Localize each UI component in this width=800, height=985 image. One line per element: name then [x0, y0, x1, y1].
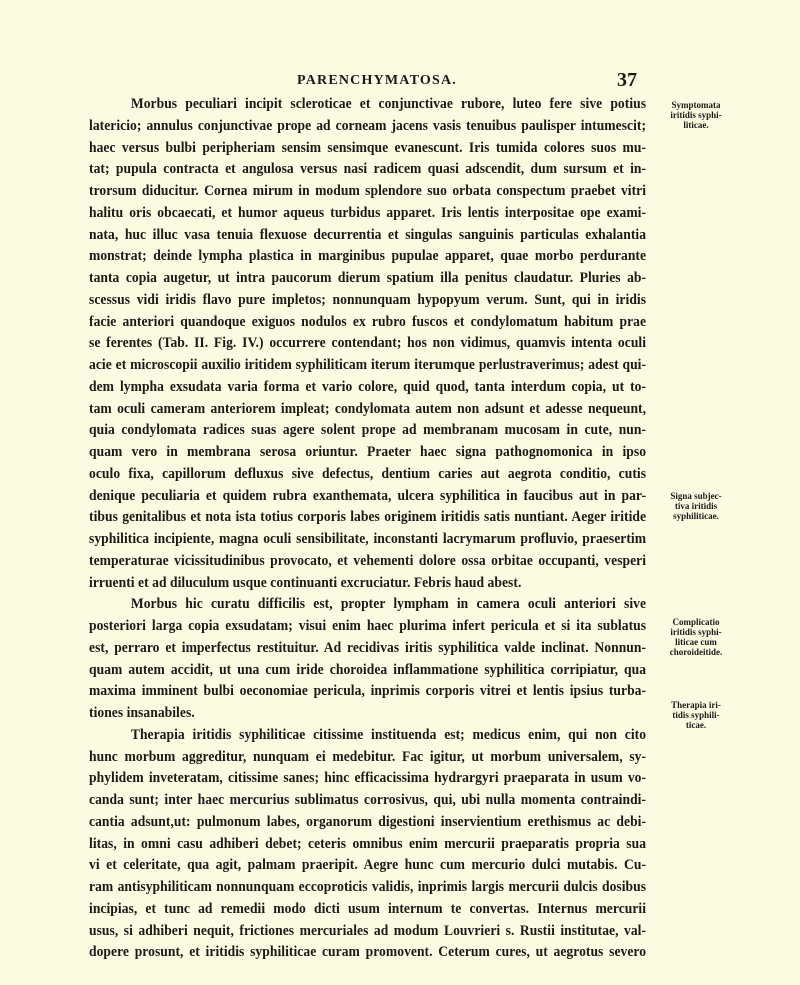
paragraph-1-line: Morbus peculiari incipit scleroticae et conjunctivae rubore, luteo fere sive potius: [130, 96, 647, 112]
sidenote-line: Complicatio: [672, 617, 720, 627]
text-line: nata, huc illuc vasa tenuia flexuose decurrentia et singulas sanguinis particulas exhalantia: [89, 226, 647, 243]
sidenote-line: Symptomata: [671, 100, 721, 110]
text-line: tiones insanabiles.: [89, 705, 195, 721]
sidenote-line: Therapia iri-: [671, 700, 721, 710]
text-line: usus, si adhiberi nequit, frictiones mercuriales ad modum Louvrieri s. Rustii institutae, val-: [89, 922, 647, 939]
sidenote-line: tiva iritidis: [674, 501, 718, 511]
text-line: vi et celeritate, qua agit, palmam praeripit. Aegre hunc cum mercurio dulci mutabis. Cu-: [89, 857, 647, 874]
running-head: [0, 69, 800, 93]
body-text: [89, 94, 646, 964]
sidenote-therapia: [652, 700, 740, 730]
text-line: oculo fixa, capillorum defluxus sive defectus, dentium caries aut aegrota conditio, cutis: [89, 465, 647, 482]
text-line: tibus genitalibus et nota ista totius corporis labes originem iritidis satis nuntiant. Aeger iritide: [89, 509, 647, 526]
sidenote-line: iritidis syphi-: [670, 110, 722, 120]
text-line: maxima imminent bulbi oeconomiae pericula, inprimis corporis vitrei et lentis ipsius turba-: [89, 683, 647, 700]
text-line: litas, in omni casu adhiberi debet; ceteris omnibus enim mercurii praeparatis propria sua: [89, 835, 647, 852]
text-line: ram antisyphiliticam nonnunquam eccoproticis validis, inprimis largis mercurii dulcis dosibus: [89, 879, 647, 895]
sidenote-line: tidis syphili-: [672, 710, 720, 720]
paragraph-3-line: Therapia iritidis syphiliticae citissime instituenda est; medicus enim, qui non cito: [130, 726, 647, 743]
text-line: denique peculiaria et quidem rubra exanthemata, ulcera syphilitica in faucibus aut in par-: [89, 487, 647, 504]
sidenote-line: syphiliticae.: [673, 511, 719, 521]
text-line: tat; pupula contracta et angulosa versus nasi radicem quasi adscendit, dum sursum et in-: [89, 161, 647, 178]
text-line: halitu oris obcaecati, et humor aqueus turbidus apparet. Iris lentis interpositae ope exami-: [89, 204, 647, 221]
sidenote-line: choroideitide.: [669, 647, 723, 657]
text-line: tanta copia augetur, ut intra paucorum dierum spatium illa penitus claudatur. Pluries ab-: [89, 270, 647, 286]
sidenote-signa-subjectiva: [652, 491, 740, 521]
text-line: latericio; annulus conjunctivae prope ad corneam jacens vasis tenuibus paulisper intumescit;: [89, 117, 647, 134]
sidenote-line: liticae cum: [675, 637, 717, 647]
text-line: haec versus bulbi peripheriam sensim sensimque evanescunt. Iris tumida colores suos mu-: [89, 139, 647, 156]
text-line: quam vero in membrana serosa oriuntur. Praeter haec signa pathognomonica in ipso: [89, 444, 647, 460]
text-line: quia condylomata radices suas agere solent prope ad membranam mucosam in cute, nun-: [89, 422, 647, 439]
text-line: incipias, et tunc ad remedii modo dicti usum internum te convertas. Internus mercurii: [89, 900, 647, 917]
text-line: temperaturae vicissitudinibus provocato, et vehementi dolore ossa orbitae occupanti, vesperi: [89, 552, 647, 569]
running-title: PARENCHYMATOSA.: [297, 73, 457, 88]
sidenote-line: iritidis syphi-: [670, 627, 722, 637]
sidenote-line: ticae.: [685, 720, 707, 730]
text-line: scessus vidi iridis flavo pure impletos; nonnunquam hypopyum verum. Sunt, qui in iridis: [89, 291, 647, 308]
text-line: canda sunt; inter haec mercurius sublimatus corrosivus, qui, ubi nulla momenta contraindi-: [89, 792, 647, 808]
text-line: trorsum diducitur. Cornea mirum in modum splendore suo orbata conspectum praebet vitri: [89, 183, 647, 199]
text-line: est, perraro et imperfectus restituitur. Ad recidivas iritis syphilitica valde inclinat. Nonnun-: [89, 639, 647, 656]
text-line: monstrat; deinde lympha plastica in marginibus pupulae apparet, quae morbo perdurante: [89, 248, 647, 265]
text-line: phylidem inveteratam, citissime sanes; hinc efficacissima hydrargyri praeparata in usum vo-: [89, 770, 647, 787]
sidenote-symptomata: [652, 100, 740, 130]
text-line: posteriori larga copia exsudatam; visui enim haec plurima infert pericula et si ita sublatus: [89, 618, 647, 634]
text-line: dem lympha exsudata varia forma et vario colore, quid quod, tanta interdum copia, ut to-: [89, 378, 647, 395]
text-line: se ferentes (Tab. II. Fig. IV.) occurrere contendant; hos non vidimus, quamvis intenta oculi: [89, 335, 647, 352]
text-line: dopere prosunt, et iritidis syphiliticae curam promovent. Ceterum cures, ut aegrotus severo: [89, 944, 647, 961]
text-line: syphilitica incipiente, magna oculi sensibilitate, inconstanti lacrymarum profluvio, praesertim: [89, 531, 647, 547]
sidenote-line: liticae.: [683, 120, 709, 130]
text-line: acie et microscopii auxilio iritidem syphiliticam iterum iterumque perlustraverimus; adest qui-: [89, 357, 647, 373]
page-number: 37: [617, 69, 637, 91]
text-line: cantia adsunt,ut: pulmonum labes, organorum digestioni inservientium erethismus ac debi-: [89, 813, 647, 830]
sidenote-line: Signa subjec-: [670, 491, 722, 501]
text-line: irruenti et ad diluculum usque continuanti excruciatur. Febris haud abest.: [89, 574, 522, 591]
text-line: quam autem accidit, ut una cum iride choroidea inflammatione syphilitica corripiatur, qua: [89, 661, 647, 678]
text-line: tam oculi cameram anteriorem impleat; condylomata autem non adsunt et adesse nequeunt,: [89, 400, 647, 417]
text-line: facie anteriori quandoque exiguos nodulos ex rubro fuscos et condylomatum habitum prae: [89, 313, 647, 330]
sidenote-complicatio: [652, 617, 740, 657]
paragraph-2-line: Morbus hic curatu difficilis est, propter lympham in camera oculi anteriori sive: [130, 596, 647, 613]
text-line: hunc morbum aggreditur, nunquam ei medebitur. Fac igitur, ut morbum universalem, sy-: [89, 748, 647, 765]
